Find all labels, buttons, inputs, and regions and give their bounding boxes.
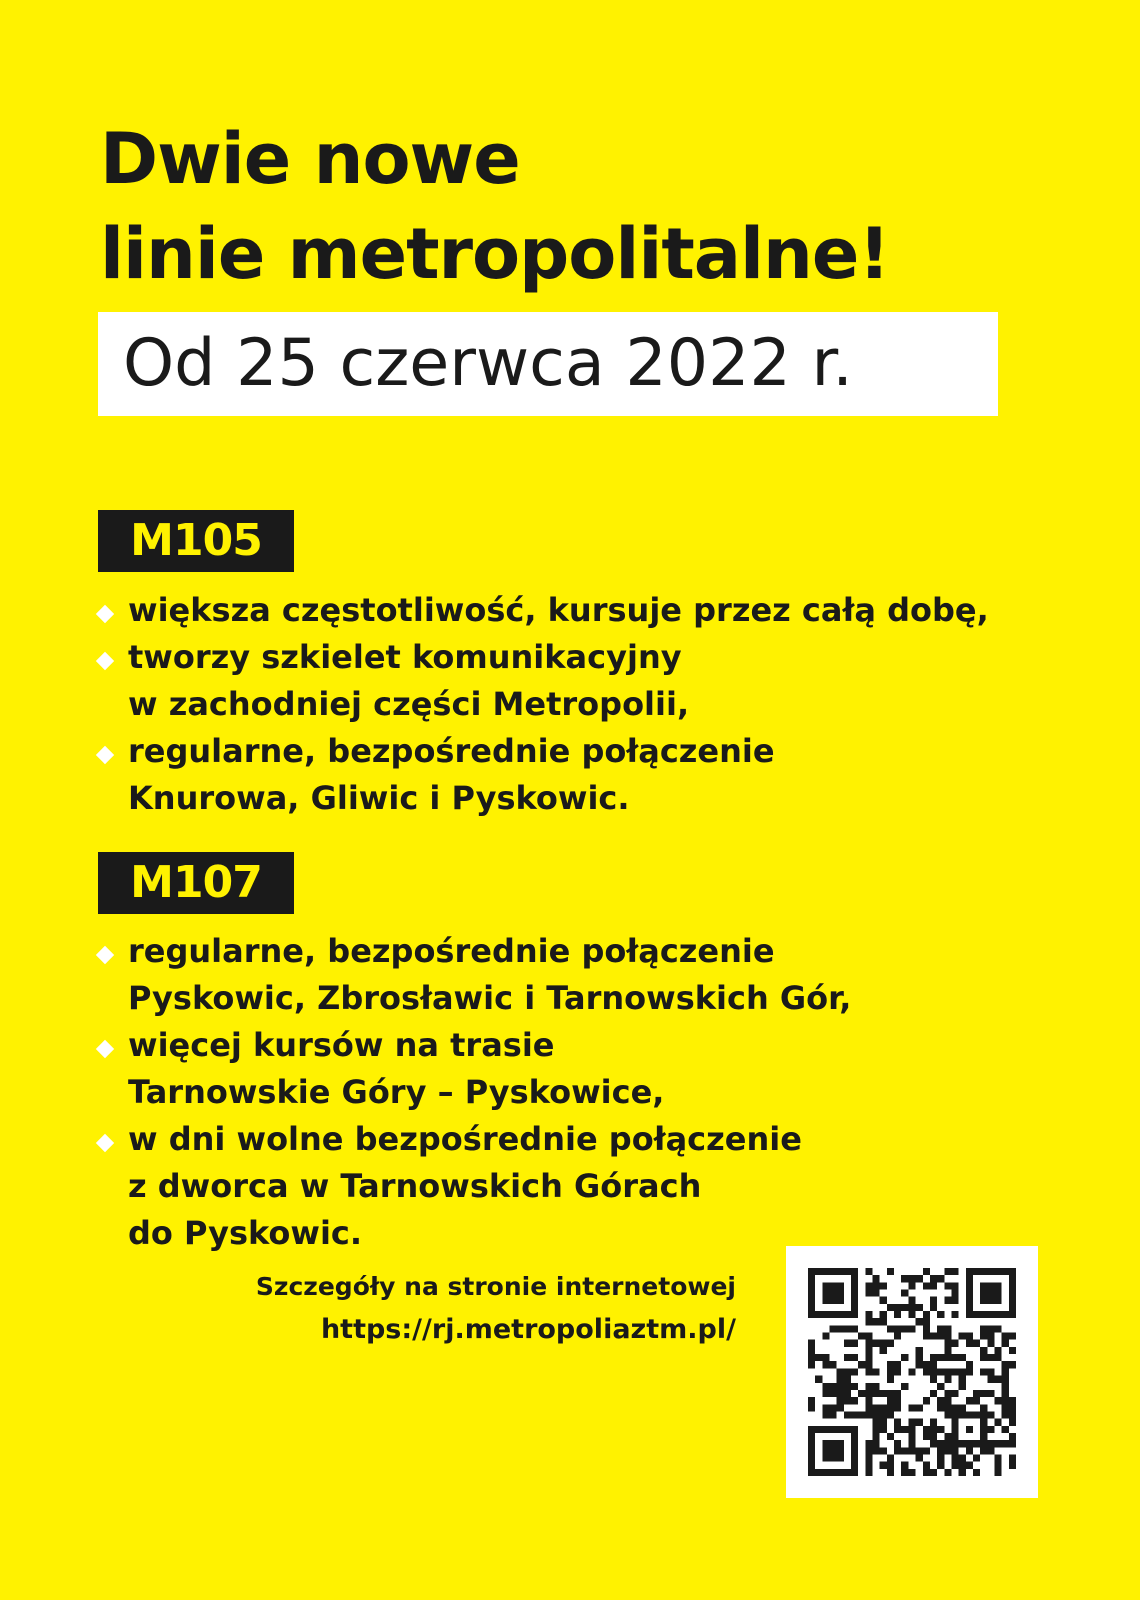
bullet-text: tworzy szkielet komunikacyjny	[128, 638, 682, 676]
bullet-text: Tarnowskie Góry – Pyskowice,	[128, 1073, 665, 1111]
line-badge-m105: M105	[98, 510, 294, 572]
bullet-text: regularne, bezpośrednie połączenie	[128, 732, 775, 770]
date-banner	[98, 312, 998, 416]
bullet-text: więcej kursów na trasie	[128, 1026, 555, 1064]
date-text: Od 25 czerwca 2022 r.	[123, 326, 853, 401]
diamond-icon	[94, 1038, 116, 1060]
bullet-text: Pyskowic, Zbrosławic i Tarnowskich Gór,	[128, 979, 852, 1017]
bullet-text: do Pyskowic.	[128, 1214, 363, 1252]
bullet-list-m107	[94, 928, 851, 1257]
bullet-item	[94, 1116, 851, 1257]
diamond-icon	[94, 603, 116, 625]
qr-code[interactable]	[786, 1246, 1038, 1498]
bullet-text: w dni wolne bezpośrednie połączenie	[128, 1120, 802, 1158]
bullet-text: regularne, bezpośrednie połączenie	[128, 932, 775, 970]
footer-label: Szczegóły na stronie internetowej	[255, 1272, 736, 1301]
bullet-item	[94, 634, 989, 728]
qr-code-icon	[808, 1268, 1016, 1476]
headline-line-2: linie metropolitalne!	[100, 213, 890, 295]
headline-line-1: Dwie nowe	[100, 118, 520, 200]
bullet-item	[94, 728, 989, 822]
diamond-icon	[94, 944, 116, 966]
bullet-item	[94, 928, 851, 1022]
diamond-icon	[94, 1132, 116, 1154]
bullet-item	[94, 587, 989, 634]
line-badge-m107: M107	[98, 852, 294, 914]
diamond-icon	[94, 650, 116, 672]
bullet-text: Knurowa, Gliwic i Pyskowic.	[128, 779, 630, 817]
bullet-text: większa częstotliwość, kursuje przez całą dobę,	[128, 591, 989, 629]
website-link[interactable]: https://rj.metropoliaztm.pl/	[320, 1314, 736, 1345]
bullet-item	[94, 1022, 851, 1116]
bullet-text: z dworca w Tarnowskich Górach	[128, 1167, 702, 1205]
bullet-text: w zachodniej części Metropolii,	[128, 685, 690, 723]
headline	[100, 112, 889, 302]
footer	[256, 1266, 736, 1352]
diamond-icon	[94, 744, 116, 766]
bullet-list-m105	[94, 587, 989, 822]
